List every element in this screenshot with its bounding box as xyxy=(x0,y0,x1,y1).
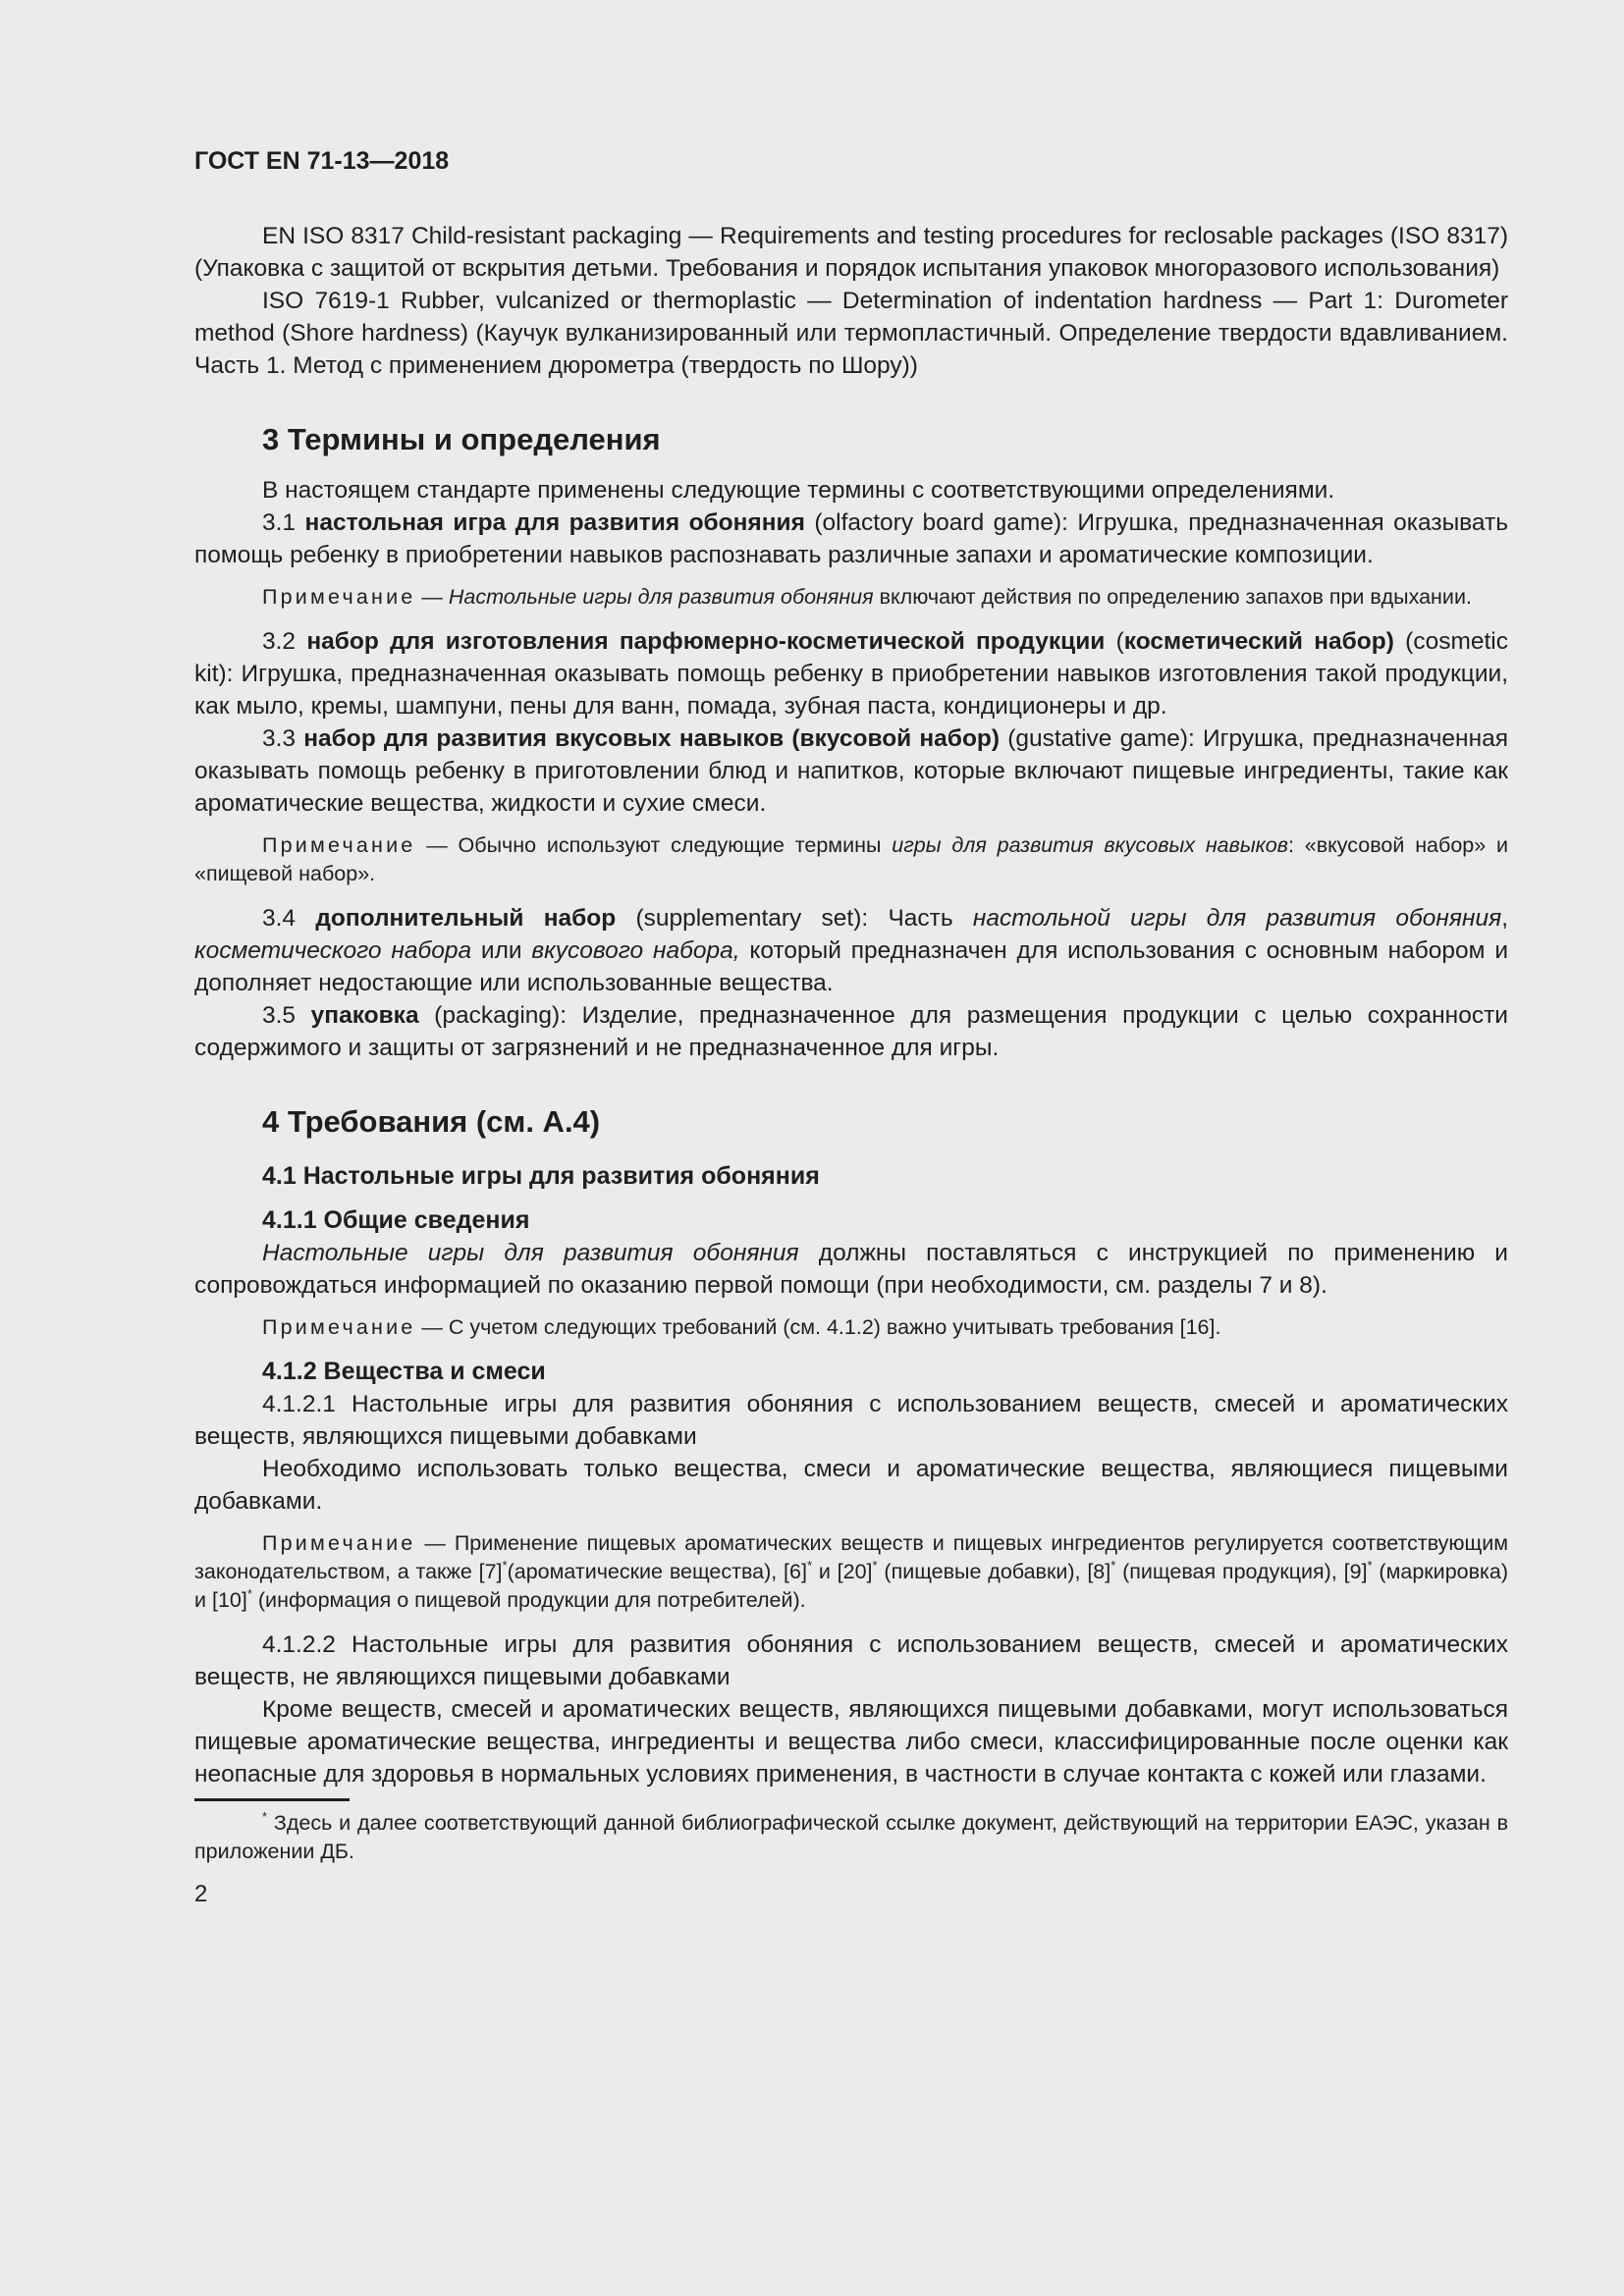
paragraph-4-1-2-1-body: Необходимо использовать только вещества, смеси и ароматические вещества, являющиеся пищевыми добавками. xyxy=(194,1456,1508,1515)
reference-iso7619: ISO 7619-1 Rubber, vulcanized or thermoplastic — Determination of indentation hardness — Part 1: Durometer method (Shore hardness) (Каучук вулканизированный или термопластичный. Определение твердости вдавливанием. Часть 1. Метод с применением дюрометра (твердость по Шору)) xyxy=(194,288,1508,379)
page-number: 2 xyxy=(194,1881,208,1907)
document-id: ГОСТ EN 71-13—2018 xyxy=(194,147,450,175)
note-4-1-1: Примечание — С учетом следующих требований (см. 4.1.2) важно учитывать требования [16]. xyxy=(262,1315,1221,1339)
paragraph-4-1-2-1: 4.1.2.1 Настольные игры для развития обоняния с использованием веществ, смесей и ароматических веществ, являющихся пищевыми добавками xyxy=(194,1391,1508,1450)
paragraph-4-1-1: Настольные игры для развития обоняния должны поставляться с инструкцией по применению и сопровождаться информацией по оказанию первой помощи (при необходимости, см. разделы 7 и 8). xyxy=(194,1240,1508,1299)
note-label: Примечание xyxy=(262,833,416,857)
note-label: Примечание xyxy=(262,585,416,609)
term-3-5-name: упаковка xyxy=(310,1002,419,1029)
paragraph-4-1-2-2: 4.1.2.2 Настольные игры для развития обоняния с использованием веществ, смесей и ароматических веществ, не являющихся пищевыми добавками xyxy=(194,1631,1508,1690)
note-label: Примечание xyxy=(262,1531,416,1555)
note-4-1-2-1: Примечание — Применение пищевых ароматических веществ и пищевых ингредиентов регулируется соответствующим законодательством, а также [7]*(ароматические вещества), [6]* и [20]* (пищевые добавки), [8]* (пищевая продукция), [9]* (маркировка) и [10]* (информация о пищевой продукции для потребителей). xyxy=(194,1531,1509,1612)
note-label: Примечание xyxy=(262,1315,416,1339)
term-3-4: 3.4 дополнительный набор (supplementary set): Часть настольной игры для развития обоняния, косметического набора или вкусового набора, который предназначен для использования с основным набором и дополняет недостающие или использованные вещества. xyxy=(194,905,1509,996)
paragraph-4-1-2-2-body: Кроме веществ, смесей и ароматических веществ, являющихся пищевыми добавками, могут использоваться пищевые ароматические вещества, ингредиенты и вещества либо смеси, классифицированные после оценки как неопасные для здоровья в нормальных условиях применения, в частности в случае контакта с кожей или глазами. xyxy=(194,1696,1508,1788)
section-3-heading: 3 Термины и определения xyxy=(262,422,661,456)
reference-iso8317: EN ISO 8317 Child-resistant packaging — Requirements and testing procedures for reclosable packages (ISO 8317) (Упаковка с защитой от вскрытия детьми. Требования и порядок испытания упаковок многоразового использования) xyxy=(194,223,1508,282)
term-3-4-name: дополнительный набор xyxy=(315,905,617,932)
term-3-2: 3.2 набор для изготовления парфюмерно-косметической продукции (косметический набор) (cosmetic kit): Игрушка, предназначенная оказывать помощь ребенку в приобретении навыков изготовления такой продукции, как мыло, кремы, шампуни, пены для ванн, помада, зубная паста, кондиционеры и др. xyxy=(194,628,1508,720)
footnote-mark: * xyxy=(262,1809,268,1824)
footnote: * Здесь и далее соответствующий данной библиографической ссылке документ, действующий на территории ЕАЭС, указан в приложении ДБ. xyxy=(194,1809,1508,1863)
term-3-1-name: настольная игра для развития обоняния xyxy=(304,509,805,536)
term-3-5: 3.5 упаковка (packaging): Изделие, предназначенное для размещения продукции с целью сохранности содержимого и защиты от загрязнений и не предназначенное для игры. xyxy=(194,1002,1508,1061)
section-4-heading: 4 Требования (см. А.4) xyxy=(262,1104,601,1139)
page-content xyxy=(194,145,1508,1910)
term-3-3-name: набор для развития вкусовых навыков (вкусовой набор) xyxy=(303,725,1001,752)
note-3-1: Примечание — Настольные игры для развития обоняния включают действия по определению запахов при вдыхании. xyxy=(262,585,1472,609)
subsection-4-1-2-heading: 4.1.2 Вещества и смеси xyxy=(262,1358,546,1385)
footnote-separator xyxy=(194,1798,350,1801)
section-3-intro: В настоящем стандарте применены следующие термины с соответствующими определениями. xyxy=(262,477,1335,504)
note-3-3: Примечание — Обычно используют следующие термины игры для развития вкусовых навыков: «вкусовой набор» и «пищевой набор». xyxy=(194,833,1509,885)
term-3-3: 3.3 набор для развития вкусовых навыков (вкусовой набор) (gustative game): Игрушка, предназначенная оказывать помощь ребенку в приготовлении блюд и напитков, которые включают пищевые ингредиенты, такие как ароматические вещества, жидкости и сухие смеси. xyxy=(194,725,1508,817)
subsection-4-1-heading: 4.1 Настольные игры для развития обоняния xyxy=(262,1162,820,1190)
term-3-2-name: набор для изготовления парфюмерно-косметической продукции xyxy=(306,628,1106,655)
subsection-4-1-1-heading: 4.1.1 Общие сведения xyxy=(262,1206,530,1234)
term-3-1: 3.1 настольная игра для развития обоняния (olfactory board game): Игрушка, предназначенная оказывать помощь ребенку в приобретении навыков распознавать различные запахи и ароматические композиции. xyxy=(194,509,1508,568)
